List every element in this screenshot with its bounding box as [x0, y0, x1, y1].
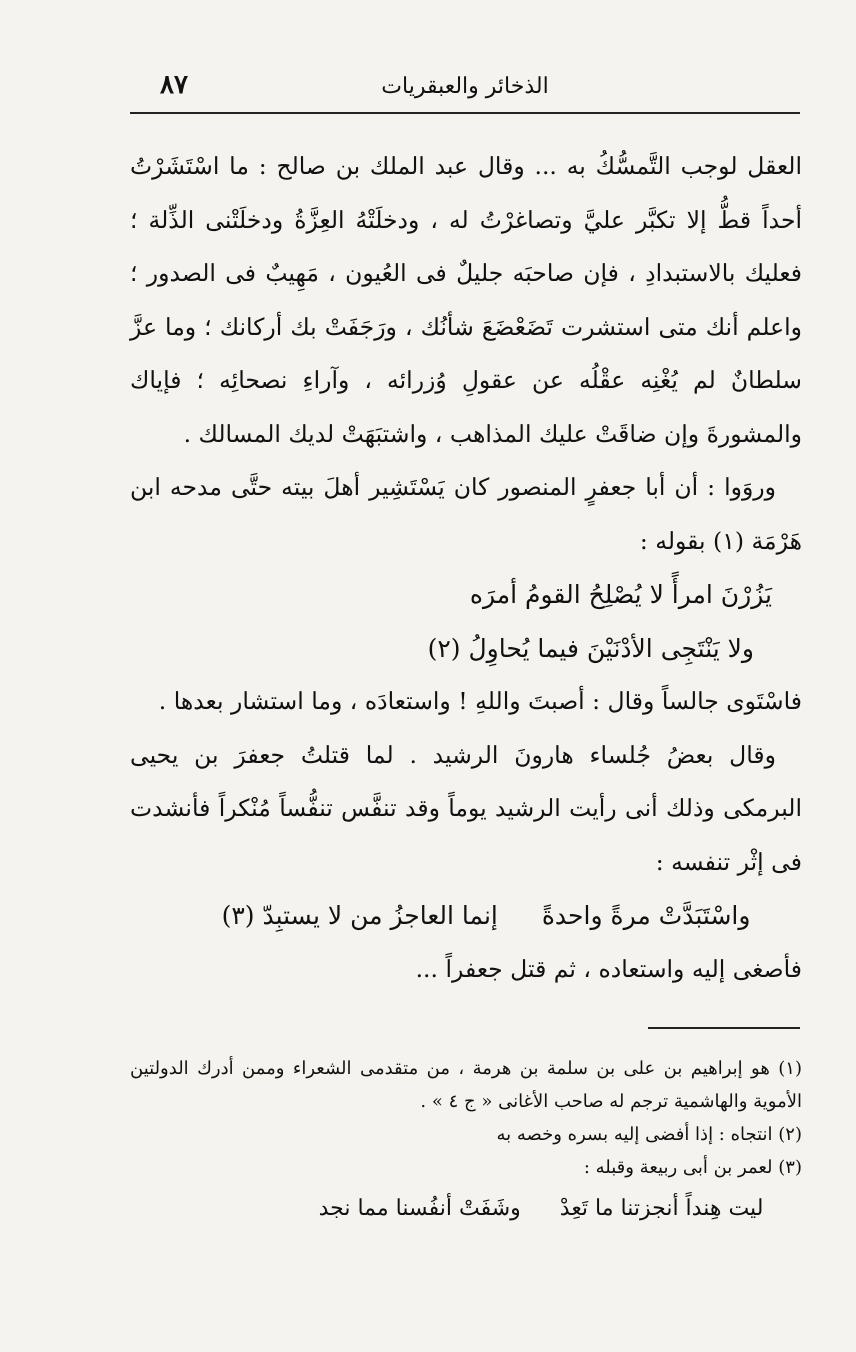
- verse-hemistich-2: إنما العاجزُ من لا يستبِدّ (٣): [221, 901, 498, 930]
- page-number: ٨٧: [160, 70, 188, 100]
- footnote-verse-hemistich-1: ليت هِنداً أنجزتنا ما تَعِدْ: [559, 1196, 764, 1221]
- verse-line-1: يَزُرْنَ امرأً لا يُصْلِحُ القومُ أمرَه: [469, 580, 772, 609]
- page-header: [130, 68, 800, 114]
- verse-hemistich-1: واسْتَبَدَّتْ مرةً واحدةً: [541, 901, 751, 930]
- footnotes: [130, 1052, 802, 1225]
- paragraph-4: وقال بعضُ جُلساء هارونَ الرشيد . لما قتلتُ جعفرَ بن يحيى البرمكى وذلك أنى رأيت الرشيد يوماً وقد تنفَّس تنفُّساً مُنْكراً فأنشدت فى إثْر تنفسه :: [130, 740, 802, 876]
- verse-line-2: ولا يَنْتَجِى الأدْنَيْنَ فيما يُحاوِلُ (٢): [427, 633, 754, 663]
- verse-couplet: [130, 889, 802, 943]
- paragraph-2: وروَوا : أن أبا جعفرٍ المنصور كان يَسْتَشِير أهلَ بيته حتَّى مدحه ابن هَرْمَة (١) بقوله :: [130, 473, 802, 555]
- paragraph-3: فاسْتَوى جالساً وقال : أصبتَ واللهِ ! واستعادَه ، وما استشار بعدها .: [158, 687, 802, 715]
- footnote-3: (٣) لعمر بن أبى ربيعة وقبله :: [583, 1157, 802, 1178]
- footnote-2: (٢) انتجاه : إذا أفضى إليه بسره وخصه به: [496, 1124, 802, 1145]
- body-text: [130, 140, 802, 996]
- footnote-verse: [130, 1192, 802, 1225]
- footnote-divider: [648, 1027, 800, 1029]
- paragraph-1: العقل لوجب التَّمسُّكُ به ... وقال عبد الملك بن صالح : ما اسْتَشَرْتُ أحداً قطُّ إلا تكبَّر عليَّ وتصاغرْتُ له ، ودخلَتْهُ العِزَّةُ ودخلَتْنى الذِّلة ؛ فعليك بالاستبدادِ ، فإن صاحبَه جليلٌ فى العُيون ، مَهِيبٌ فى الصدور ؛ واعلم أنك متى استشرت تَضَعْضَعَ شأنُك ، ورَجَفَتْ بك أركانك ؛ وما عزَّ سلطانٌ لم يُغْنِه عقْلُه عن عقولِ وُزرائه ، وآراءِ نصحائِه ؛ فإياك والمشورةَ وإن ضاقَتْ عليك المذاهب ، واشتبَهَتْ لديك المسالك .: [130, 152, 802, 448]
- running-title: الذخائر والعبقريات: [381, 74, 549, 99]
- footnote-verse-hemistich-2: وشَفَتْ أنفُسنا مما نجد: [318, 1196, 521, 1221]
- footnote-1: (١) هو إبراهيم بن على بن سلمة بن هرمة ، من متقدمى الشعراء وممن أدرك الدولتين الأموية والهاشمية ترجم له صاحب الأغانى « ج ٤ » .: [130, 1058, 802, 1112]
- paragraph-5: فأصغى إليه واستعاده ، ثم قتل جعفراً ...: [415, 954, 802, 983]
